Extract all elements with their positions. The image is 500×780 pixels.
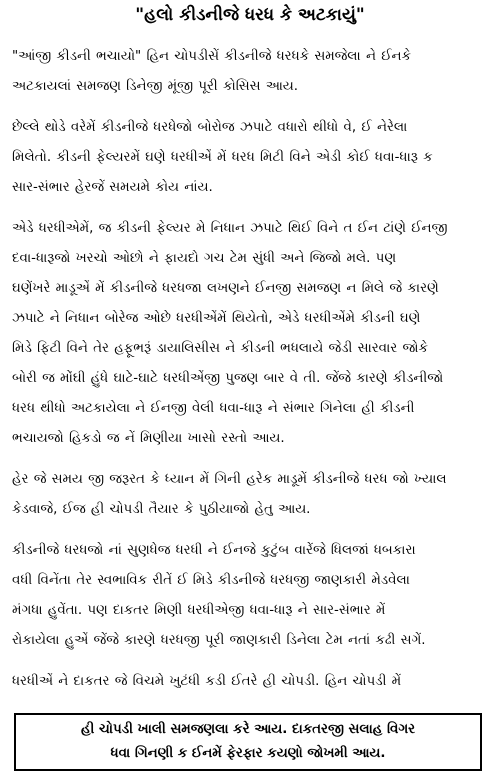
paragraph-family-concern: [12, 536, 492, 656]
paragraph-early-diagnosis: [12, 214, 492, 454]
paragraph-line: મિડે ફિટી વિને તેર હફૂભરૂં ડાયાલિસીસ ને કીડની ભધલાયે જેડી સારવાર જોકે: [12, 341, 428, 356]
paragraph-line: ધરધીએં ને દાકતર જે વિચમે ખુટંધી કડી ઈતરે હી ચોપડી. હિન ચોપડી મેં: [12, 674, 402, 689]
paragraph-line: ધરધ થીધો અટકાયેલા ને ઈનજી વેલી ધવા-ધારૂ ને સંભાર ગિનેલા હી કીડની: [12, 401, 415, 416]
paragraph-line: કેડવાજે, ઈજ હી ચોપડી તૈયાર કે પુઠીયાજો હેતુ આય.: [12, 502, 311, 517]
paragraph-line: કીડનીજે ધરધજો નાં સુણધેજ ધરધી ને ઈનજે કુટુંબ વારેંજે ધિલજાં ધબકારા: [12, 543, 416, 558]
paragraph-intro: [12, 42, 492, 102]
paragraph-line: અટકાયલાં સમજણ ડિનેજી મૂંજી પૂરી કોસિસ આય.: [12, 79, 298, 94]
paragraph-purpose: [12, 465, 492, 525]
paragraph-line: સાર-સંભાર હેરજેં સમયમે કોય નાંય.: [12, 180, 213, 195]
paragraph-line: "આંજી કીડની ભચાયો" હિન ચોપડીસેં કીડનીજે ધરધકે સમજેલા ને ઈનકે: [12, 49, 411, 64]
paragraph-missing-link: [12, 667, 492, 697]
paragraph-line: મંગધા હુવેંતા. પણ દાકતર મિણી ધરધીએજી ધવા-ધારૂ ને સાર-સંભાર મેં: [12, 603, 386, 618]
paragraph-line: બોરી જ મોંઘી હુંધે ઘાટે-ઘાટે ધરધીએંજી પુજણ બાર વે તી. જેંજે કારણે કીડનીજો: [12, 371, 444, 386]
paragraph-line: ભચાયજો હિકડો જ નેં મિણીયા ખાસો રસ્તો આય.: [12, 431, 285, 446]
paragraph-line: ઘણેંખરે માડૂએં મેં કીડનીજે ધરધજા લખણને ઈનજી સમજણ ન મિલે જે કારણે: [12, 281, 439, 296]
disclaimer-line-2: ધવા ગિનણી ક ઈનમેં ફેરફાર કયણો જોખમી આય.: [110, 746, 386, 761]
disclaimer-box: [14, 713, 482, 771]
disclaimer-line-1: હી ચોપડી ખાલી સમજણલા કરે આય. દાકતરજી સલાહ વિગર: [80, 722, 416, 737]
paragraph-line: મિલેતો. કીડની ફેલ્યરમેં ઘણે ધરધીએં મેં ધરધ મિટી વિને એડી કોઈ ધવા-ધારૂ ક: [12, 150, 433, 165]
paragraph-line: હેર જે સમય જી જરૂરત કે ધ્યાન મેં ગિની હરેક માડૂમેં કીડનીજે ધરધ જો ખ્યાલ: [12, 472, 447, 487]
body-text: [12, 42, 492, 708]
paragraph-line: છેલ્લે થોડે વરેમેં કીડનીજે ધરધેજો બોરોજ ઝપાટે વધારો થીધો વે, ઈ નેરેલા: [12, 120, 408, 135]
paragraph-recent-increase: [12, 113, 492, 203]
paragraph-line: ઝપાટે ને નિધાન બોરેજ ઓછે ધરધીએંમેં થિયેતો, એડે ધરધીએંમે કીડની ઘણે: [12, 311, 421, 326]
page-title: "હલો કીડનીજે ધરધ કે અટકાયું": [135, 5, 365, 25]
paragraph-line: વધી વિનેંતા તેર સ્વભાવિક રીતેં ઈ મિડે કીડનીજે ધરધજી જાણકારી મેડવેલા: [12, 573, 410, 588]
paragraph-line: દવા-ધારૂજો ખરચો ઓછો ને ફાયદો ગચ ટેમ સુંધી અને જિજો મલે. પણ: [12, 251, 397, 266]
paragraph-line: એડે ધરધીએમેં, જ કીડની ફેલ્યર મે નિધાન ઝપાટે થિઈ વિને ત ઈન ટાંણે ઈનજી: [12, 221, 448, 236]
paragraph-line: રોકાયેલા હુએં જેંજે કારણે ધરધજી પૂરી જાણકારી ડિનેલા ટેમ નતાં કઢી સગેં.: [12, 633, 426, 648]
